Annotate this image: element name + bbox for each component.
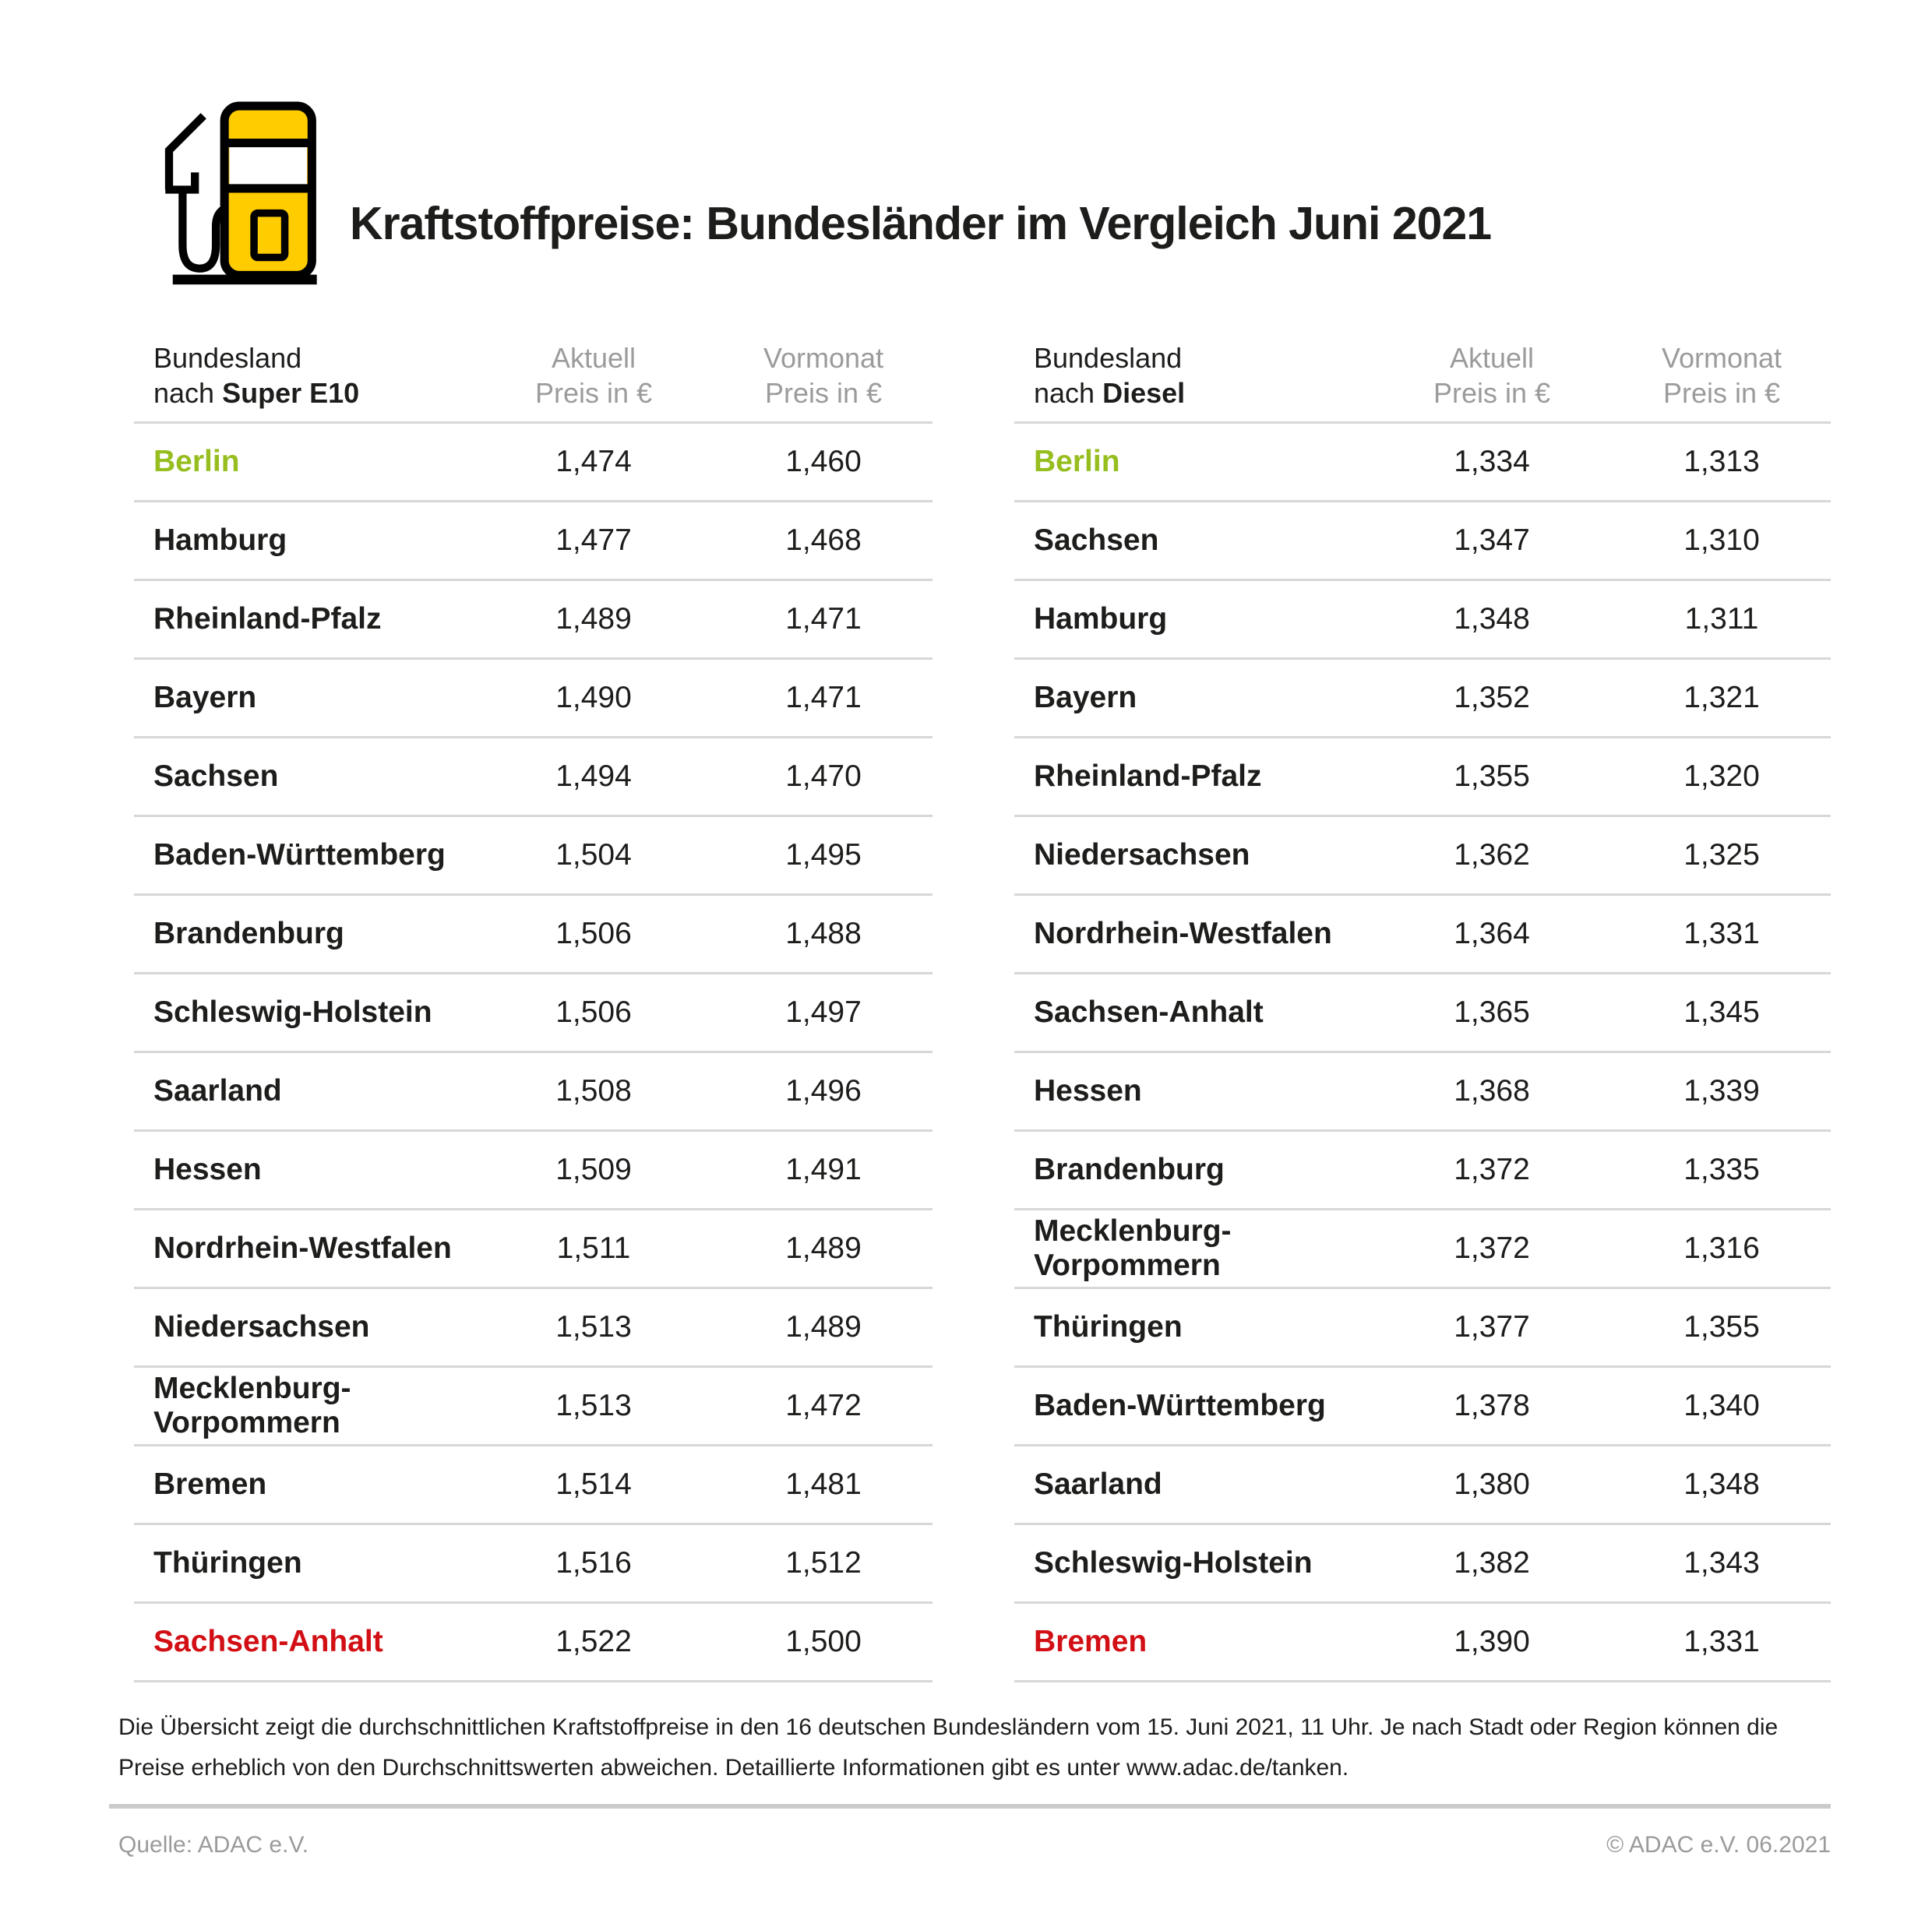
- table-row: [1014, 660, 1831, 738]
- current-price: 1,372: [1454, 1231, 1530, 1265]
- table-row: [1014, 1132, 1831, 1210]
- state-label: Hessen: [1034, 1074, 1142, 1108]
- table-row: [1014, 1053, 1831, 1132]
- current-price: 1,516: [555, 1546, 632, 1580]
- state-label: Brandenburg: [1034, 1153, 1225, 1186]
- table-row: [134, 581, 933, 660]
- table-row: [1014, 424, 1831, 502]
- copyright-label: © ADAC e.V. 06.2021: [1606, 1832, 1831, 1858]
- current-price: 1,377: [1454, 1310, 1530, 1344]
- previous-price: 1,481: [785, 1467, 862, 1501]
- current-price: 1,380: [1454, 1467, 1530, 1501]
- footnote: [118, 1707, 1832, 1788]
- previous-price: 1,343: [1683, 1546, 1760, 1580]
- previous-price: 1,488: [785, 917, 862, 950]
- current-price: 1,506: [555, 995, 632, 1029]
- table-row: [134, 424, 933, 502]
- column-header-current: Aktuell Preis in €: [1433, 342, 1551, 409]
- table-row: [134, 974, 933, 1053]
- column-header-bundesland: Bundesland nach Super E10: [153, 342, 360, 409]
- current-price: 1,362: [1454, 838, 1530, 872]
- current-price: 1,365: [1454, 995, 1530, 1029]
- state-label: Brandenburg: [153, 917, 344, 950]
- price-tables: [134, 340, 1831, 1682]
- table-row: [134, 1053, 933, 1132]
- current-price: 1,489: [555, 602, 632, 636]
- previous-price: 1,495: [785, 838, 862, 872]
- state-label: Hessen: [153, 1153, 262, 1186]
- previous-price: 1,345: [1683, 995, 1760, 1029]
- current-price: 1,511: [556, 1231, 631, 1265]
- state-label: Hamburg: [1034, 602, 1168, 636]
- previous-price: 1,512: [785, 1546, 862, 1580]
- previous-price: 1,355: [1683, 1310, 1760, 1344]
- table-row: [1014, 1525, 1831, 1604]
- state-label: Bayern: [153, 681, 257, 714]
- previous-price: 1,497: [785, 995, 862, 1029]
- previous-price: 1,310: [1683, 523, 1760, 557]
- state-label: Mecklenburg-Vorpommern: [153, 1372, 351, 1439]
- state-label: Bremen: [1034, 1625, 1148, 1658]
- previous-price: 1,325: [1683, 838, 1760, 872]
- table-row: [134, 1132, 933, 1210]
- table-row: [134, 817, 933, 896]
- table-row: [134, 1289, 933, 1368]
- table-row: [1014, 1446, 1831, 1525]
- current-price: 1,474: [555, 445, 632, 478]
- table-row: [134, 1368, 933, 1446]
- table-row: [134, 896, 933, 974]
- table-row: [1014, 1289, 1831, 1368]
- state-label: Niedersachsen: [1034, 838, 1250, 872]
- state-label: Bayern: [1034, 681, 1137, 714]
- current-price: 1,355: [1454, 759, 1530, 793]
- current-price: 1,347: [1454, 523, 1530, 557]
- current-price: 1,504: [555, 838, 632, 872]
- table-row: [134, 1604, 933, 1682]
- previous-price: 1,313: [1683, 445, 1760, 478]
- previous-price: 1,500: [785, 1625, 862, 1658]
- current-price: 1,506: [555, 917, 632, 950]
- table-row: [1014, 581, 1831, 660]
- state-label: Thüringen: [153, 1546, 302, 1580]
- table-row: [134, 660, 933, 738]
- current-price: 1,490: [555, 681, 632, 714]
- table-row: [134, 502, 933, 581]
- state-label: Mecklenburg-Vorpommern: [1034, 1214, 1232, 1282]
- column-header-bundesland: Bundesland nach Diesel: [1034, 342, 1186, 409]
- current-price: 1,378: [1454, 1389, 1530, 1422]
- table-diesel: [1014, 340, 1831, 1682]
- state-label: Rheinland-Pfalz: [1034, 759, 1262, 793]
- table-header: [1014, 340, 1831, 424]
- state-label: Schleswig-Holstein: [153, 995, 432, 1029]
- previous-price: 1,339: [1683, 1074, 1760, 1108]
- previous-price: 1,331: [1683, 1625, 1760, 1658]
- previous-price: 1,468: [785, 523, 862, 557]
- previous-price: 1,471: [785, 602, 862, 636]
- state-label: Nordrhein-Westfalen: [153, 1231, 452, 1265]
- table-row: [1014, 974, 1831, 1053]
- current-price: 1,364: [1454, 917, 1530, 950]
- table-row: [134, 1210, 933, 1289]
- footer: [118, 1832, 1831, 1858]
- previous-price: 1,470: [785, 759, 862, 793]
- table-row: [1014, 1604, 1831, 1682]
- previous-price: 1,471: [785, 681, 862, 714]
- column-header-current: Aktuell Preis in €: [534, 342, 653, 409]
- current-price: 1,477: [555, 523, 632, 557]
- state-label: Nordrhein-Westfalen: [1034, 917, 1332, 950]
- current-price: 1,494: [555, 759, 632, 793]
- previous-price: 1,472: [785, 1389, 862, 1422]
- state-label: Berlin: [153, 445, 240, 478]
- header: [131, 93, 1491, 292]
- state-label: Sachsen: [153, 759, 279, 793]
- table-row: [134, 738, 933, 817]
- state-label: Hamburg: [153, 523, 287, 557]
- current-price: 1,509: [555, 1153, 632, 1186]
- state-label: Baden-Württemberg: [1034, 1389, 1326, 1422]
- previous-price: 1,460: [785, 445, 862, 478]
- previous-price: 1,340: [1683, 1389, 1760, 1422]
- column-header-previous: Vormonat Preis in €: [1661, 342, 1782, 409]
- state-label: Niedersachsen: [153, 1310, 370, 1344]
- state-label: Bremen: [153, 1467, 267, 1501]
- state-label: Schleswig-Holstein: [1034, 1546, 1313, 1580]
- state-label: Saarland: [1034, 1467, 1162, 1501]
- table-row: [134, 1446, 933, 1525]
- current-price: 1,513: [555, 1310, 632, 1344]
- previous-price: 1,320: [1683, 759, 1760, 793]
- source-label: Quelle: ADAC e.V.: [118, 1832, 309, 1858]
- state-label: Thüringen: [1034, 1310, 1183, 1344]
- previous-price: 1,491: [785, 1153, 862, 1186]
- current-price: 1,372: [1454, 1153, 1530, 1186]
- table-row: [134, 1525, 933, 1604]
- previous-price: 1,496: [785, 1074, 862, 1108]
- current-price: 1,514: [555, 1467, 632, 1501]
- current-price: 1,390: [1454, 1625, 1530, 1658]
- footnote-line-1: Die Übersicht zeigt die durchschnittlichen Kraftstoffpreise in den 16 deutschen Bundesländern vom 15. Juni 2021, 11 Uhr. Je nach Stadt oder Region können die: [118, 1714, 1779, 1740]
- table-header: [134, 340, 933, 424]
- previous-price: 1,335: [1683, 1153, 1760, 1186]
- state-label: Saarland: [153, 1074, 282, 1108]
- current-price: 1,334: [1454, 445, 1530, 478]
- previous-price: 1,321: [1683, 681, 1760, 714]
- previous-price: 1,331: [1683, 917, 1760, 950]
- column-header-previous: Vormonat Preis in €: [763, 342, 884, 409]
- previous-price: 1,489: [785, 1310, 862, 1344]
- fuel-type-label: Diesel: [1102, 377, 1186, 409]
- table-body: [134, 424, 933, 1682]
- current-price: 1,352: [1454, 681, 1530, 714]
- table-row: [1014, 896, 1831, 974]
- current-price: 1,522: [555, 1625, 632, 1658]
- footnote-line-2: Preise erheblich von den Durchschnittswerten abweichen. Detaillierte Informationen gibt es unter www.adac.de/tanken.: [118, 1755, 1349, 1781]
- fuel-pump-icon: [131, 93, 322, 292]
- table-row: [1014, 502, 1831, 581]
- current-price: 1,368: [1454, 1074, 1530, 1108]
- table-body: [1014, 424, 1831, 1682]
- table-row: [1014, 738, 1831, 817]
- table-row: [1014, 1368, 1831, 1446]
- previous-price: 1,316: [1683, 1231, 1760, 1265]
- current-price: 1,348: [1454, 602, 1530, 636]
- table-super-e10: [134, 340, 933, 1682]
- state-label: Sachsen-Anhalt: [153, 1625, 383, 1658]
- table-row: [1014, 1210, 1831, 1289]
- state-label: Sachsen: [1034, 523, 1159, 557]
- previous-price: 1,311: [1684, 602, 1759, 636]
- previous-price: 1,348: [1683, 1467, 1760, 1501]
- current-price: 1,382: [1454, 1546, 1530, 1580]
- table-row: [1014, 817, 1831, 896]
- page-title: Kraftstoffpreise: Bundesländer im Vergleich Juni 2021: [350, 197, 1492, 249]
- state-label: Baden-Württemberg: [153, 838, 446, 872]
- current-price: 1,513: [555, 1389, 632, 1422]
- footer-divider: [109, 1804, 1831, 1809]
- current-price: 1,508: [555, 1074, 632, 1108]
- state-label: Rheinland-Pfalz: [153, 602, 382, 636]
- fuel-type-label: Super E10: [222, 377, 360, 409]
- state-label: Sachsen-Anhalt: [1034, 995, 1264, 1029]
- state-label: Berlin: [1034, 445, 1120, 478]
- previous-price: 1,489: [785, 1231, 862, 1265]
